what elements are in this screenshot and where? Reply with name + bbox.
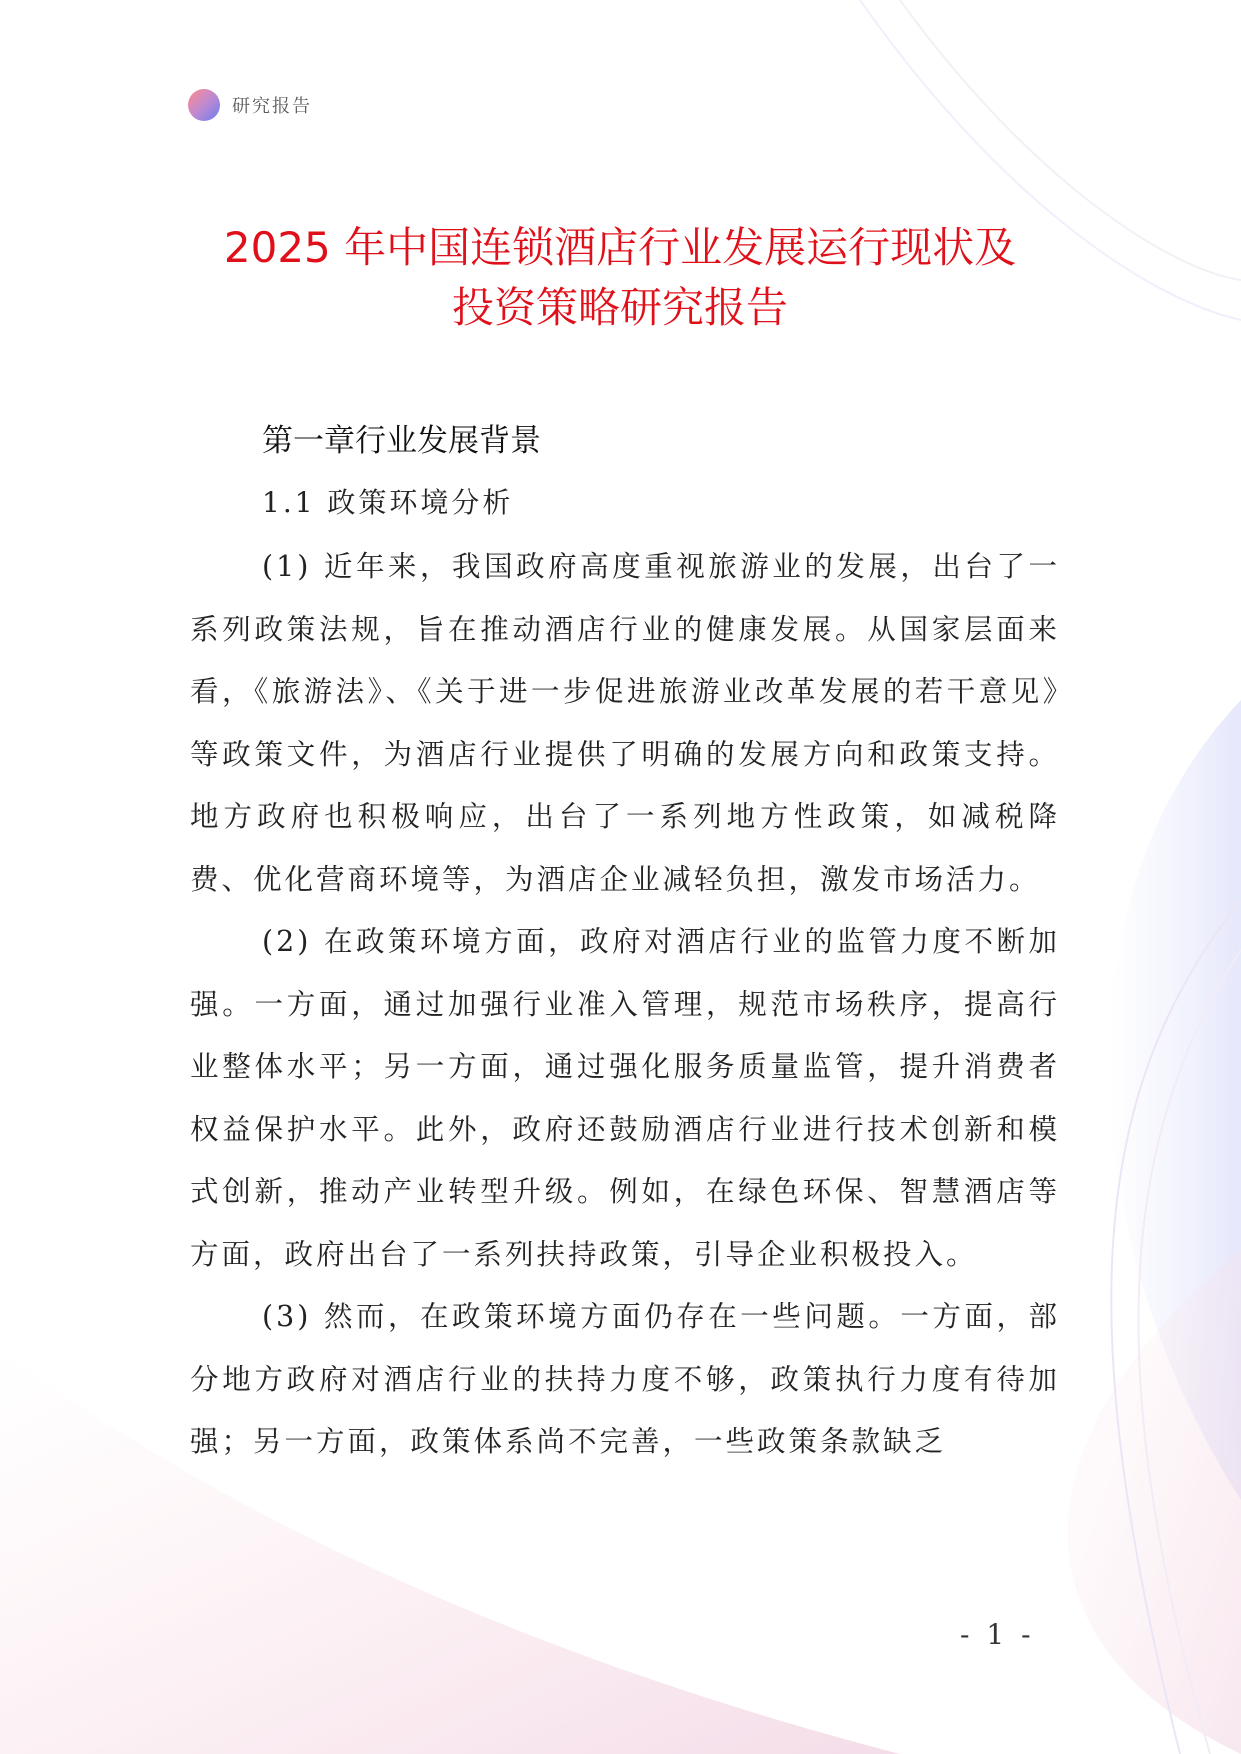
section-heading: 1.1 政策环境分析 xyxy=(262,486,514,519)
header-label: 研究报告 xyxy=(232,96,312,117)
title-line-2: 投资策略研究报告 xyxy=(451,283,788,332)
paragraph-1: (1) 近年来，我国政府高度重视旅游业的发展，出台了一系列政策法规，旨在推动酒店行业的健康发展。从国家层面来看，《旅游法》、《关于进一步促进旅游业改革发展的若干意见》等政策文件，为酒店行业提供了明确的发展方向和政策支持。地方政府也积极响应，出台了一系列地方性政策，如减税降费、优化营商环境等，为酒店企业减轻负担，激发市场活力。 xyxy=(190,550,1060,896)
page-number: - 1 - xyxy=(960,1618,1035,1651)
paragraph-2: (2) 在政策环境方面，政府对酒店行业的监管力度不断加强。一方面，通过加强行业准入管理，规范市场秩序，提高行业整体水平；另一方面，通过强化服务质量监管，提升消费者权益保护水平。此外，政府还鼓励酒店行业进行技术创新和模式创新，推动产业转型升级。例如，在绿色环保、智慧酒店等方面，政府出台了一系列扶持政策，引导企业积极投入。 xyxy=(190,925,1060,1271)
chapter-heading: 第一章行业发展背景 xyxy=(262,423,541,459)
body-text xyxy=(190,536,1060,1474)
title-line-1: 2025 年中国连锁酒店行业发展运行现状及 xyxy=(223,223,1017,272)
report-header xyxy=(188,88,312,122)
report-logo-icon xyxy=(188,89,220,121)
document-title xyxy=(120,218,1120,338)
paragraph-3: (3) 然而，在政策环境方面仍存在一些问题。一方面，部分地方政府对酒店行业的扶持力度不够，政策执行力度有待加强；另一方面，政策体系尚不完善，一些政策条款缺乏 xyxy=(190,1300,1060,1458)
